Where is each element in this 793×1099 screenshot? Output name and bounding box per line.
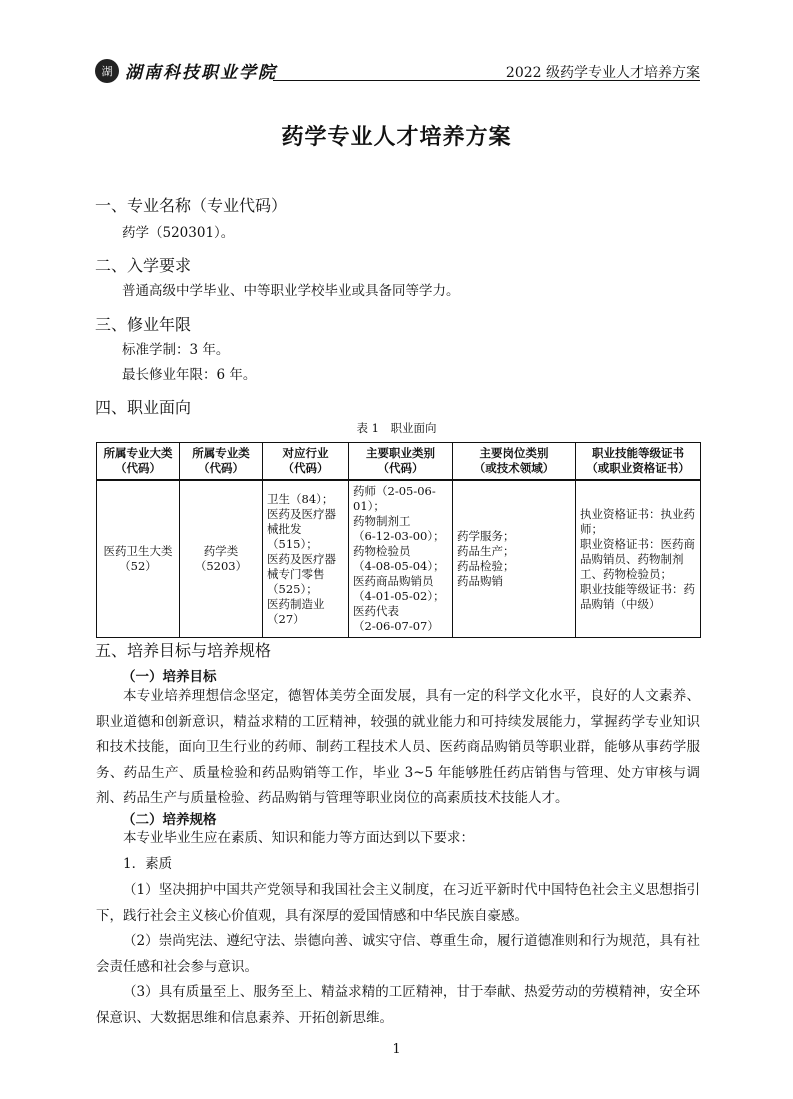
page-header bbox=[95, 58, 700, 88]
section-1-text: 药学（520301）。 bbox=[122, 225, 235, 241]
section-2-heading: 二、入学要求 bbox=[95, 256, 192, 275]
table-cell-major-class: 药学类 （5203） bbox=[180, 480, 263, 638]
table-cell-positions: 药学服务； 药品生产； 药品检验； 药品购销 bbox=[453, 480, 576, 638]
table-cell-certificates: 执业资格证书：执业药 师； 职业资格证书：医药商 品购销员、药物制剂 工、药物检验员； 职业技能等级证书：药 品购销（中级） bbox=[576, 480, 701, 638]
section-3-line1: 标准学制：3 年。 bbox=[122, 342, 230, 358]
section-4-heading: 四、职业面向 bbox=[95, 398, 192, 417]
school-logo bbox=[95, 58, 277, 83]
spec-intro: 本专业毕业生应在素质、知识和能力等方面达到以下要求： bbox=[123, 830, 474, 846]
school-name: 湖南科技职业学院 bbox=[125, 63, 277, 83]
table-header-cell: 所属专业大类 （代码） bbox=[97, 443, 180, 481]
subsection-goal-heading: （一）培养目标 bbox=[122, 669, 217, 685]
table-header-cell: 对应行业 （代码） bbox=[263, 443, 349, 481]
section-3-line2: 最长修业年限：6 年。 bbox=[122, 367, 257, 383]
table-cell-industry: 卫生（84）； 医药及医疗器 械批发（515）； 医药及医疗器 械专门零售 （525）； 医药制造业 （27） bbox=[263, 480, 349, 638]
document-title: 药学专业人才培养方案 bbox=[281, 124, 512, 150]
quality-paragraph-1: （1）坚决拥护中国共产党领导和我国社会主义制度，在习近平新时代中国特色社会主义思想指引下，践行社会主义核心价值观，具有深厚的爱国情感和中华民族自豪感。 bbox=[96, 882, 700, 924]
school-seal-icon: 湖 bbox=[95, 59, 119, 83]
section-1-heading: 一、专业名称（专业代码） bbox=[95, 196, 288, 215]
table-header-cell: 所属专业类 （代码） bbox=[180, 443, 263, 481]
goal-paragraph: 本专业培养理想信念坚定，德智体美劳全面发展，具有一定的科学文化水平，良好的人文素养、职业道德和创新意识，精益求精的工匠精神，较强的就业能力和可持续发展能力，掌握药学专业知识和技术技能，面向卫生行业的药师、制药工程技术人员、医药商品购销员等职业群，能够从事药学服务、药品生产、质量检验和药品购销等工作，毕业 3~5 年能够胜任药店销售与管理、处方审核与调剂、药品生产与质量检验、药品购销与管理等职业岗位的高素质技术技能人才。 bbox=[96, 688, 700, 806]
quality-item-title: 1．素质 bbox=[123, 856, 173, 872]
table-header-cell: 职业技能等级证书 （或职业资格证书） bbox=[576, 443, 701, 481]
table-header-cell: 主要岗位类别 （或技术领域） bbox=[453, 443, 576, 481]
page-number: 1 bbox=[392, 1042, 401, 1057]
table-header-cell: 主要职业类别 （代码） bbox=[349, 443, 453, 481]
table-header-row bbox=[97, 443, 701, 481]
subsection-spec-heading: （二）培养规格 bbox=[122, 812, 217, 828]
section-3-heading: 三、修业年限 bbox=[95, 315, 192, 334]
quality-paragraph-3: （3）具有质量至上、服务至上、精益求精的工匠精神，甘于奉献、热爱劳动的劳模精神，安全环保意识、大数据思维和信息素养、开拓创新思维。 bbox=[96, 984, 700, 1026]
section-2-text: 普通高级中学毕业、中等职业学校毕业或具备同等学力。 bbox=[122, 283, 460, 299]
quality-paragraph-2: （2）崇尚宪法、遵纪守法、崇德向善、诚实守信、尊重生命，履行道德准则和行为规范，具有社会责任感和社会参与意识。 bbox=[96, 933, 700, 975]
table-caption: 表 1 职业面向 bbox=[356, 421, 437, 435]
table-cell-occupation: 药师（2-05-06-01）； 药物制剂工 （6-12-03-00）； 药物检验员 （4-08-05-04）； 医药商品购销员 （4-01-05-02）； 医药代表 （2-06-07-07） bbox=[349, 480, 453, 638]
table-cell-major-category: 医药卫生大类 （52） bbox=[97, 480, 180, 638]
occupation-table bbox=[96, 442, 701, 638]
table-row bbox=[97, 480, 701, 638]
header-doc-name: 2022 级药学专业人才培养方案 bbox=[505, 65, 700, 81]
section-5-heading: 五、培养目标与培养规格 bbox=[95, 641, 272, 660]
